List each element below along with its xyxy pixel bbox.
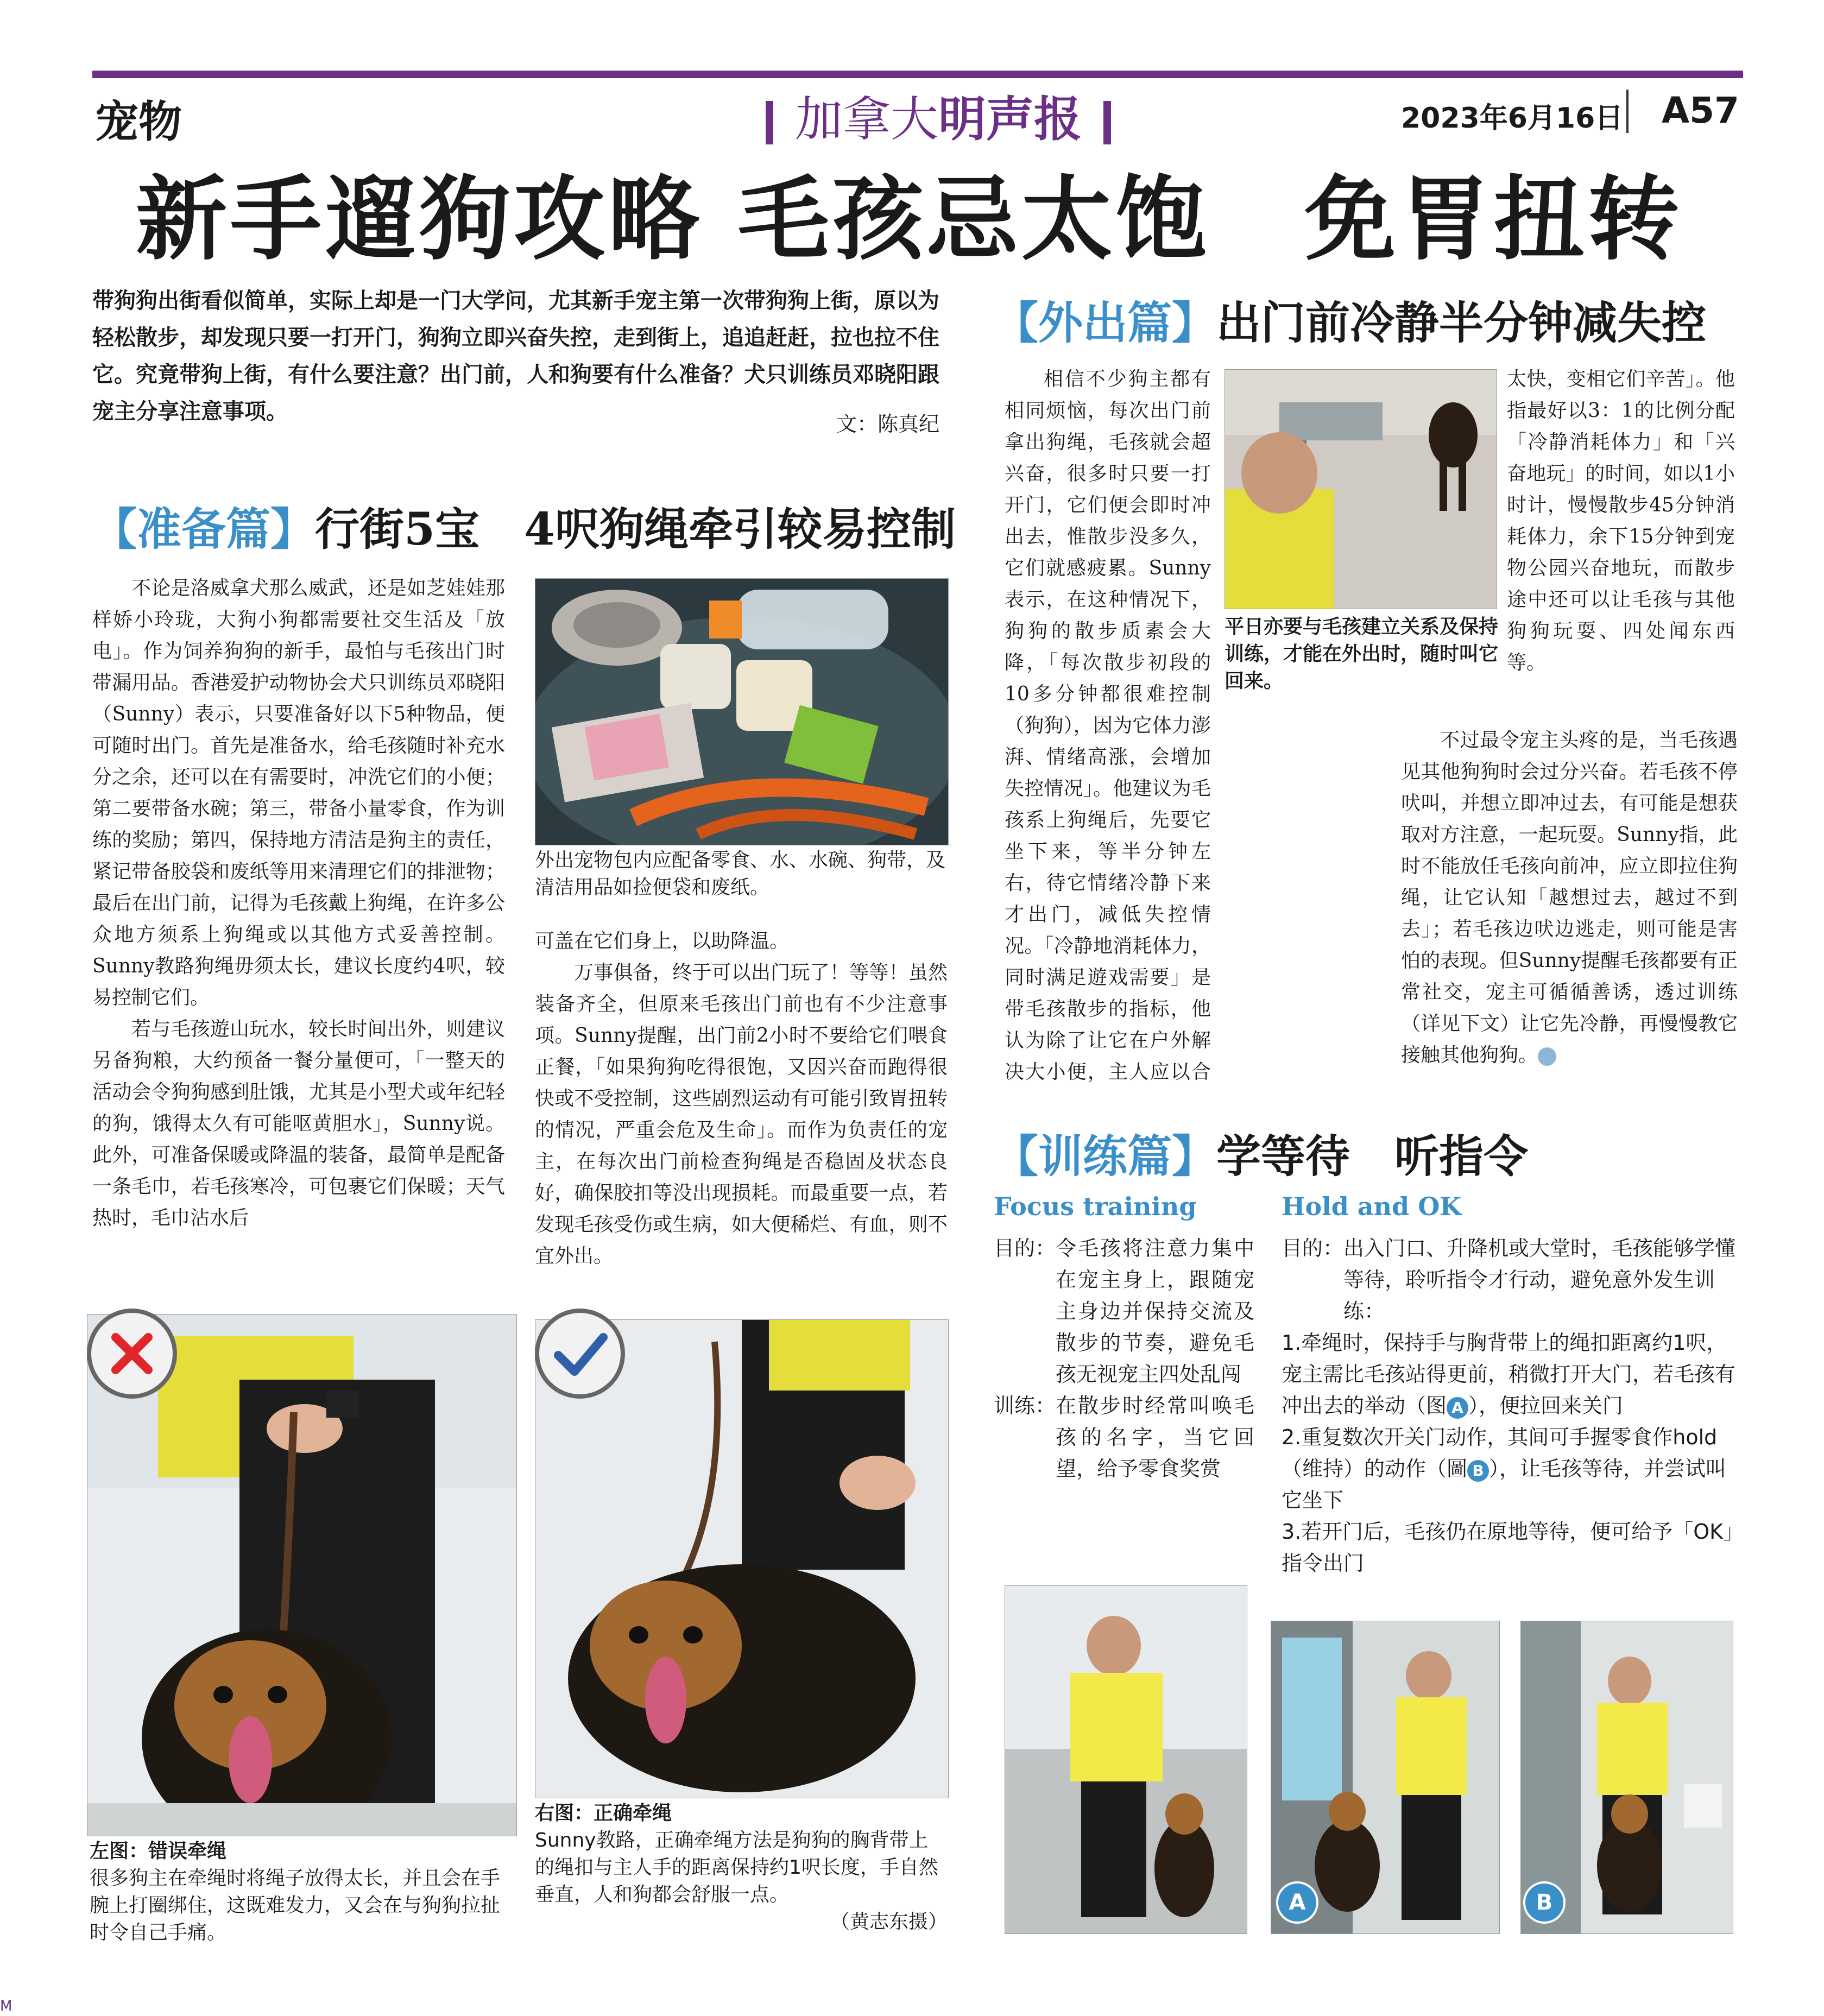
hold-step-2-text: 2.重复数次开关门动作，其间可手握零食作hold（维持）的动作（圖	[1282, 1425, 1718, 1481]
hold-aim-label: 目的：	[1282, 1236, 1344, 1260]
prep-column-2	[535, 926, 948, 1272]
hold-step-2	[1282, 1421, 1738, 1516]
header-divider	[1626, 90, 1629, 133]
outing-paragraph	[1401, 725, 1738, 1071]
prep-paragraph: 可盖在它们身上，以助降温。	[535, 930, 790, 952]
focus-train-label: 训练：	[994, 1394, 1056, 1418]
masthead-bar-left	[766, 101, 773, 144]
right-leash-caption-title: 右图：正确牵绳	[535, 1802, 672, 1824]
prep-paragraph: 万事俱备，终于可以出门玩了！等等！虽然装备齐全，但原来毛孩出门前也有不少注意事项。Sunny提醒，出门前2小时不要给它们喂食正餐，「如果狗狗吃得很饱，又因兴奋而跑得很快或不受控制，这些剧烈运动有可能引致胃扭转的情况，严重会危及生命」。而作为负责任的宠主，在每次出门前检查狗绳是否稳固及状态良好，确保胶扣等没出现损耗。而最重要一点，若发现毛孩受伤或生病，如大便稀烂、有血，则不宜外出。	[535, 962, 948, 1267]
figure-b-badge: B	[1523, 1881, 1566, 1924]
hold-aim	[1282, 1233, 1738, 1327]
right-leash-caption-text: Sunny教路，正确牵绳方法是狗狗的胸背带上的绳扣与主人手的距离保持约1呎长度，手自然垂直，人和狗都会舒服一点。	[535, 1829, 938, 1906]
outing-paragraph-text: 不过最令宠主头疼的是，当毛孩遇见其他狗狗时会过分兴奋。若毛孩不停吠叫，并想立即冲过去，有可能是想获取对方注意，一起玩耍。Sunny指，此时不能放任毛孩向前冲，应立即拉住狗绳，让它认知「越想过去，越过不到去」；若毛孩边吠边逃走，则可能是害怕的表现。但Sunny提醒毛孩都要有正常社交，宠主可循循善诱，透过训练（详见下文）让它先冷静，再慢慢教它接触其他狗狗。	[1401, 729, 1738, 1066]
photo-credit: （黄志东摄）	[830, 1911, 948, 1933]
focus-aim-text: 令毛孩将注意力集中在宠主身上，跟随宠主身边并保持交流及散步的节奏，避免毛孩无视宠主四处乱闯	[1056, 1236, 1254, 1386]
page-number: A57	[1662, 90, 1739, 131]
masthead-bar-right	[1103, 101, 1111, 144]
wrong-leash-caption-title: 左图：错误牵绳	[90, 1840, 227, 1862]
hold-ok-heading: Hold and OK	[1282, 1192, 1462, 1221]
training-section-heading	[994, 1121, 1528, 1185]
focus-training-text	[994, 1233, 1254, 1484]
headline: 新手遛狗攻略 毛孩忌太饱 免胃扭转	[136, 165, 1683, 273]
pet-supplies-photo	[535, 578, 949, 845]
dog-recall-photo	[1225, 369, 1497, 609]
outing-paragraph: 相信不少狗主都有相同烦恼，每次出门前拿出狗绳，毛孩就会超兴奋，很多时只要一打开门，它们便会即时冲出去，惟散步没多久，它们就感疲累。Sunny表示，在这种情况下，狗狗的散步质素会大降，「每次散步初段的10多分钟都很难控制（狗狗），因为它体力澎湃、情绪高涨，会增加失控情况」。他建议为毛孩系上狗绳后，先要它坐下来，等半分钟左右，待它情绪冷静下来才出门，减低失控情况。「冷静地消耗体力，同时满足遊戏需要」是带毛孩散步的指标，他认为除了让它在户外解决大小便，主人应以合	[1005, 368, 1211, 1083]
focus-train-text: 在散步时经常叫唤毛孩的名字，当它回望，给予零食奖赏	[1056, 1394, 1254, 1481]
outing-paragraph: 太快，变相它们辛苦」。他指最好以3：1的比例分配「冷静消耗体力」和「兴奋地玩」的时间，如以1小时计，慢慢散步45分钟消耗体力，余下15分钟到宠物公园兴奋地玩，而散步途中还可以让毛孩与其他狗狗玩耍、四处闻东西等。	[1507, 368, 1735, 674]
training-title: 学等待 听指令	[1216, 1130, 1529, 1183]
wrong-leash-caption	[90, 1838, 516, 1947]
focus-aim-label: 目的：	[994, 1236, 1056, 1260]
focus-training-photo	[1005, 1585, 1247, 1934]
prep-column-1	[92, 573, 505, 1234]
wrong-leash-caption-text: 很多狗主在牵绳时将绳子放得太长，并且会在手腕上打圈绑住，这既难发力，又会在与狗狗拉扯时令自己手痛。	[90, 1867, 501, 1944]
hold-step-1	[1282, 1327, 1738, 1421]
focus-train	[994, 1390, 1254, 1484]
section-label: 宠物	[95, 96, 182, 147]
supplies-photo-caption: 外出宠物包内应配备零食、水、水碗、狗带，及清洁用品如捡便袋和废纸。	[535, 849, 946, 899]
corner-mark: M	[0, 1998, 12, 2014]
hold-step-1-text-end: ），便拉回来关门	[1468, 1394, 1624, 1418]
masthead-paper: 明声报	[938, 91, 1082, 147]
prep-tag: 【准备篇】	[92, 503, 315, 555]
wrong-mark-icon	[87, 1309, 177, 1399]
outing-column-1b	[1507, 364, 1735, 679]
figure-a-marker: A	[1447, 1397, 1468, 1419]
outing-section-heading	[994, 288, 1706, 351]
prep-section-heading	[92, 494, 956, 558]
focus-training-heading: Focus training	[994, 1192, 1197, 1221]
masthead-country: 加拿大	[795, 91, 939, 147]
outing-column-2	[1401, 725, 1738, 1071]
issue-date: 2023年6月16日	[1401, 102, 1624, 135]
outing-column-1a	[1005, 364, 1211, 1091]
hold-step-1-text: 1.牵绳时，保持手与胸背带上的绳扣距离约1呎，宠主需比毛孩站得更前，稍微打开大门，若毛孩有冲出去的举动（图	[1282, 1331, 1736, 1418]
figure-a-badge: A	[1276, 1881, 1318, 1924]
hold-step-3: 3.若开门后，毛孩仍在原地等待，便可给予「OK」指令出门	[1282, 1520, 1734, 1575]
check-mark-icon	[535, 1309, 625, 1399]
byline: 文：陈真纪	[836, 412, 940, 436]
training-tag: 【训练篇】	[994, 1130, 1217, 1183]
top-rule	[92, 71, 1743, 78]
outing-tag: 【外出篇】	[994, 297, 1217, 349]
recall-photo-caption: 平日亦要与毛孩建立关系及保持训练，才能在外出时，随时叫它回来。	[1225, 616, 1499, 692]
masthead	[744, 81, 1133, 150]
right-leash-caption	[535, 1800, 948, 1936]
focus-aim	[994, 1233, 1254, 1390]
prep-paragraph: 若与毛孩遊山玩水，较长时间出外，则建议另备狗粮，大约预备一餐分量便可，「一整天的活动会令狗狗感到肚饿，尤其是小型犬或年纪轻的狗，饿得太久有可能呕黄胆水」，Sunny说。此外，可准备保暖或降温的装备，最简单是配备一条毛巾，若毛孩寒冷，可包裹它们保暖；天气热时，毛巾沾水后	[92, 1018, 505, 1229]
end-mark-icon	[1538, 1047, 1556, 1066]
prep-paragraph: 不论是洛威拿犬那么威武，还是如芝娃娃那样娇小玲珑，大狗小狗都需要社交生活及「放电」。作为饲养狗狗的新手，最怕与毛孩出门时带漏用品。香港爱护动物协会犬只训练员邓晓阳（Sunny）表示，只要准备好以下5种物品，便可随时出门。首先是准备水，给毛孩随时补充水分之余，还可以在有需要时，冲洗它们的小便；第二要带备水碗；第三，带备小量零食，作为训练的奖励；第四，保持地方清洁是狗主的责任，紧记带备胶袋和废纸等用来清理它们的排泄物；最后在出门前，记得为毛孩戴上狗绳，在许多公众地方须系上狗绳或以其他方式妥善控制。Sunny教路狗绳毋须太长，建议长度约4呎，较易控制它们。	[92, 577, 505, 1009]
figure-b-marker: B	[1467, 1460, 1489, 1482]
outing-title: 出门前冷静半分钟减失控	[1216, 297, 1707, 349]
intro-paragraph: 带狗狗出街看似简单，实际上却是一门大学问，尤其新手宠主第一次带狗狗上街，原以为轻松散步，却发现只要一打开门，狗狗立即兴奋失控，走到街上，追追赶赶，拉也拉不住它。究竟带狗上街，有什么要注意？出门前，人和狗要有什么准备？犬只训练员邓晓阳跟宠主分享注意事项。	[92, 288, 939, 424]
prep-title: 行街5宝 4呎狗绳牵引较易控制	[315, 503, 956, 555]
hold-step-2-text-end: ），让毛孩等待，并尝试叫它坐下	[1282, 1457, 1727, 1512]
hold-aim-text: 出入门口、升降机或大堂时，毛孩能够学懂等待，聆听指令才行动，避免意外发生训练：	[1343, 1236, 1736, 1323]
hold-ok-text	[1282, 1233, 1738, 1579]
